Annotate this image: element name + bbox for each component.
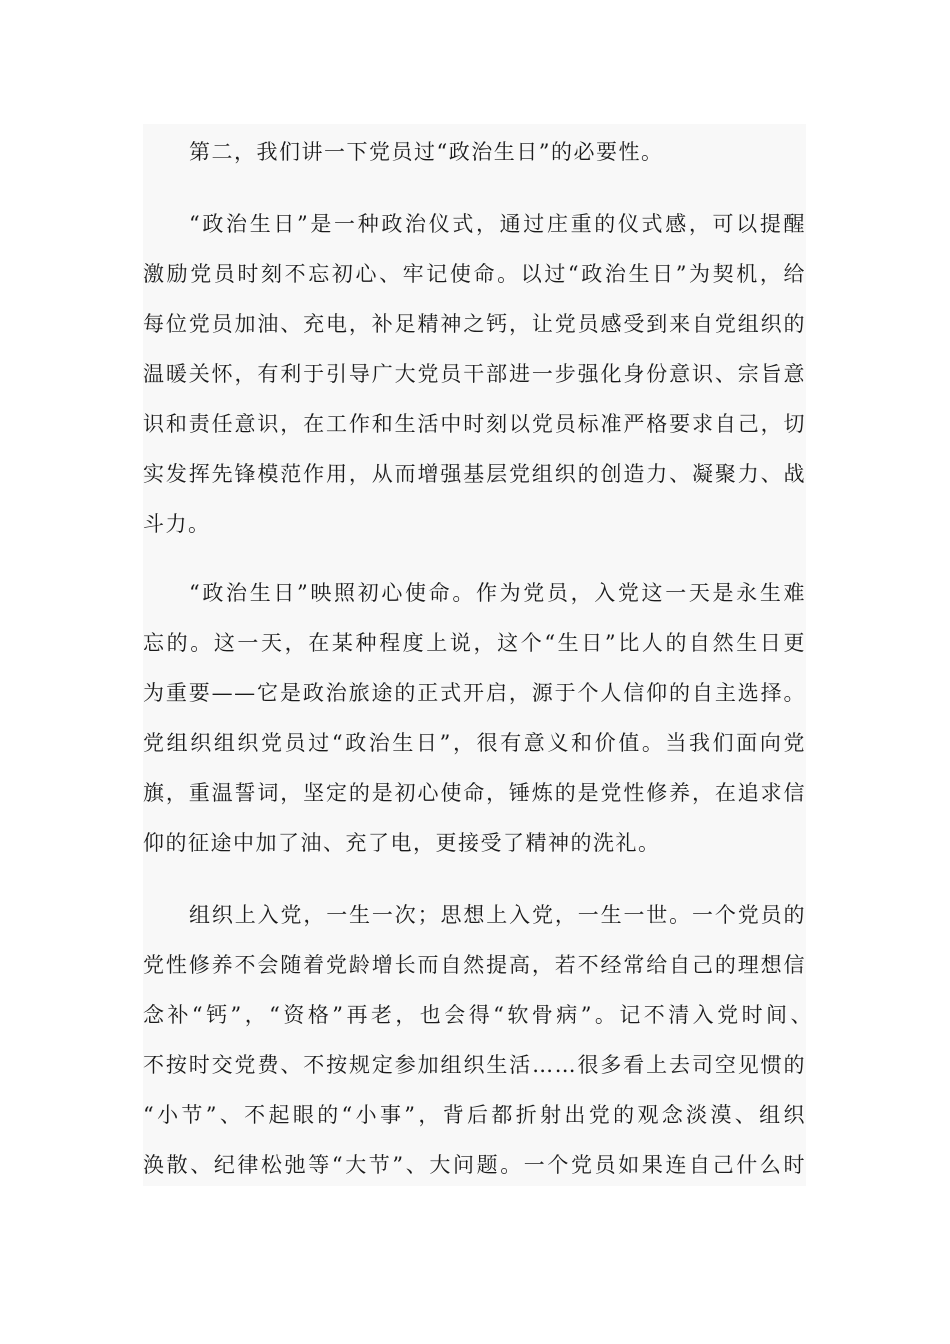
paragraph-line: 涣散、纪律松弛等“大节”、大问题。一个党员如果连自己什么时 [143, 1153, 806, 1177]
paragraph-line: 不按时交党费、不按规定参加组织生活……很多看上去司空见惯的 [143, 1053, 806, 1077]
paragraph-line: 激励党员时刻不忘初心、牢记使命。以过“政治生日”为契机，给 [143, 262, 806, 286]
paragraph-line: 念补“钙”，“资格”再老，也会得“软骨病”。记不清入党时间、 [143, 1003, 813, 1027]
paragraph-line: 实发挥先锋模范作用，从而增强基层党组织的创造力、凝聚力、战 [143, 462, 806, 486]
paragraph-line: 每位党员加油、充电，补足精神之钙，让党员感受到来自党组织的 [143, 312, 806, 336]
paragraph-line: “政治生日”映照初心使命。作为党员，入党这一天是永生难 [189, 581, 806, 605]
paragraph-line: 第二，我们讲一下党员过“政治生日”的必要性。 [189, 140, 664, 164]
paragraph-line: 旗，重温誓词，坚定的是初心使命，锤炼的是党性修养，在追求信 [143, 781, 806, 805]
paragraph-line: 斗力。 [143, 512, 211, 536]
paragraph-line: 温暖关怀，有利于引导广大党员干部进一步强化身份意识、宗旨意 [143, 362, 806, 386]
paragraph-line: “小节”、不起眼的“小事”，背后都折射出党的观念淡漠、组织 [143, 1103, 806, 1127]
paragraph-line: 忘的。这一天，在某种程度上说，这个“生日”比人的自然生日更 [143, 631, 806, 655]
paragraph-line: “政治生日”是一种政治仪式，通过庄重的仪式感，可以提醒 [189, 212, 806, 236]
paragraph-line: 组织上入党，一生一次；思想上入党，一生一世。一个党员的 [189, 903, 806, 927]
paragraph [143, 568, 806, 868]
paragraph-heading [143, 127, 806, 177]
paragraph [143, 199, 806, 549]
paragraph-line: 仰的征途中加了油、充了电，更接受了精神的洗礼。 [143, 831, 661, 855]
paragraph-line: 为重要——它是政治旅途的正式开启，源于个人信仰的自主选择。 [143, 681, 806, 705]
paragraph [143, 890, 813, 1190]
paragraph-line: 党组织组织党员过“政治生日”，很有意义和价值。当我们面向党 [143, 731, 806, 755]
document-page [143, 124, 813, 1186]
paragraph-line: 识和责任意识，在工作和生活中时刻以党员标准严格要求自己，切 [143, 412, 806, 436]
paragraph-line: 党性修养不会随着党龄增长而自然提高，若不经常给自己的理想信 [143, 953, 806, 977]
